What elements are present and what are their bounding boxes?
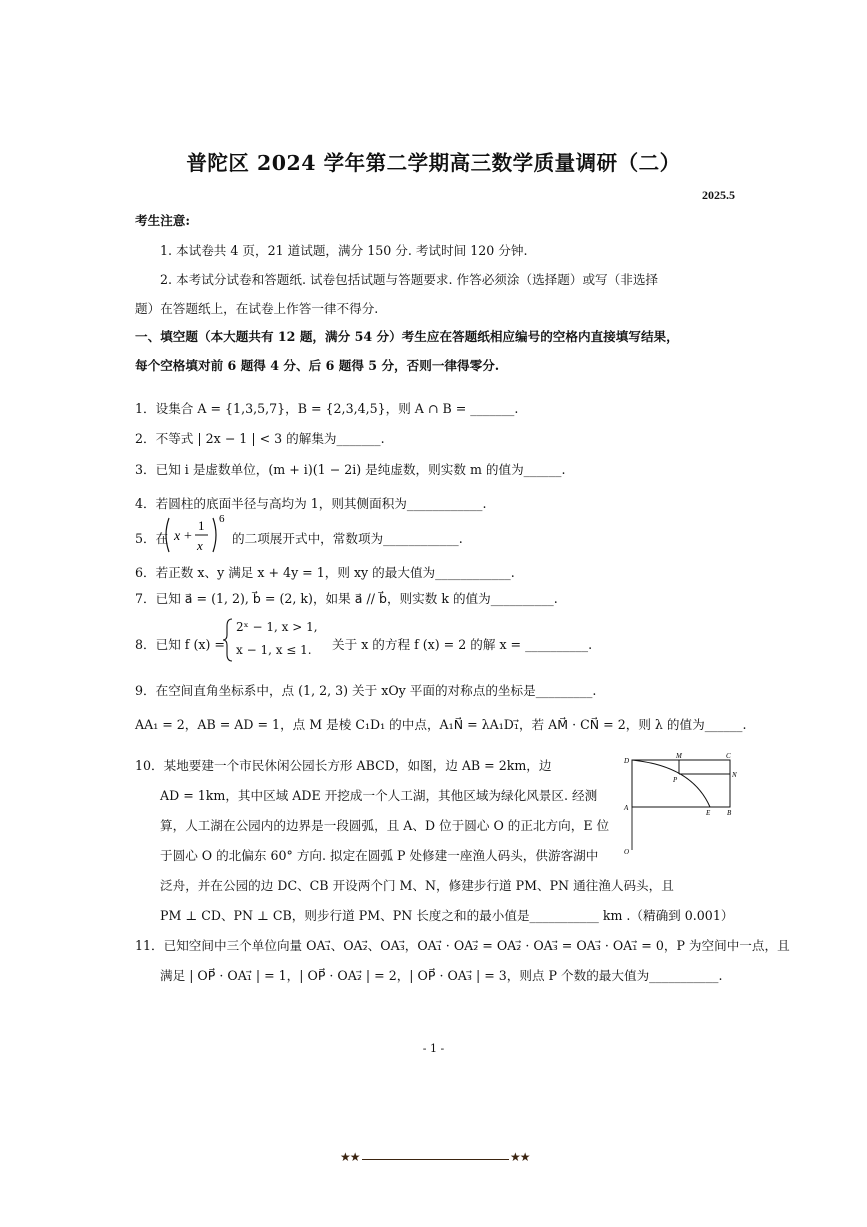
- question-10-line-5: 泛舟，并在公园的边 DC、CB 开设两个门 M、N，修建步行道 PM、PN 通往渔人码头，且: [160, 878, 674, 893]
- question-10-line-4: 于圆心 O 的北偏东 60° 方向. 拟定在圆弧 P 处修建一座渔人码头，供游客湖中: [160, 848, 599, 863]
- piecewise-brace: [222, 618, 234, 662]
- question-6: 6．若正数 x、y 满足 x + 4y = 1，则 xy 的最大值为____________.: [135, 565, 515, 580]
- question-8-case-1: 2ˣ − 1, x > 1,: [236, 620, 318, 634]
- notice-item-2-line-1: 2. 本考试分试卷和答题纸. 试卷包括试题与答题要求. 作答必须涂（选择题）或写（非选择: [160, 272, 659, 287]
- label-a: A: [624, 804, 629, 812]
- svg-text:x: x: [174, 529, 181, 544]
- question-8-suffix: 关于 x 的方程 f (x) = 2 的解 x = __________.: [332, 637, 593, 652]
- section-1-instructions-line-1: 一、填空题（本大题共有 12 题，满分 54 分）考生应在答题纸相应编号的空格内直接填写结果，: [135, 329, 679, 344]
- exam-date: 2025.5: [702, 188, 735, 202]
- question-8-prefix: 8．已知 f (x) =: [135, 637, 225, 652]
- question-5-suffix: 的二项展开式中，常数项为____________.: [232, 531, 463, 546]
- svg-text:+: +: [184, 529, 192, 544]
- question-5-prefix: 5．在: [135, 531, 169, 546]
- footer-stars-right: ★★: [510, 1150, 530, 1164]
- park-diagram: [622, 752, 740, 856]
- notice-item-2-line-2: 题）在答题纸上，在试卷上作答一律不得分.: [135, 301, 379, 316]
- park-rectangle: [632, 760, 730, 807]
- footer-divider: [362, 1159, 509, 1160]
- section-1-instructions-line-2: 每个空格填对前 6 题得 4 分、后 6 题得 5 分，否则一律得零分.: [135, 358, 500, 373]
- svg-text:x: x: [197, 538, 203, 553]
- label-d: D: [624, 757, 630, 765]
- page-number: - 1 -: [422, 1042, 445, 1055]
- question-8-case-2: x − 1, x ≤ 1.: [236, 643, 312, 657]
- footer-decoration: [340, 1152, 532, 1168]
- question-extra-cube: AA₁ = 2，AB = AD = 1，点 M 是棱 C₁D₁ 的中点，A₁N⃗ = λA₁D₁⃗，若 AM⃗ · CN⃗ = 2，则 λ 的值为______.: [135, 717, 747, 732]
- lake-arc: [632, 760, 710, 807]
- question-10-line-6: PM ⊥ CD、PN ⊥ CB，则步行道 PM、PN 长度之和的最小值是___________ km .（精确到 0.001）: [160, 908, 734, 923]
- svg-text:1: 1: [198, 518, 205, 533]
- label-o: O: [624, 848, 630, 856]
- label-p: P: [673, 776, 678, 784]
- binomial-expression: [164, 512, 230, 558]
- question-3: 3．已知 i 是虚数单位，(m + i)(1 − 2i) 是纯虚数，则实数 m 的值为______.: [135, 462, 566, 477]
- notice-heading: 考生注意:: [135, 213, 191, 228]
- question-9: 9．在空间直角坐标系中，点 (1, 2, 3) 关于 xOy 平面的对称点的坐标是_________.: [135, 683, 597, 698]
- question-4: 4．若圆柱的底面半径与高均为 1，则其侧面积为____________.: [135, 496, 487, 511]
- footer-stars-left: ★★: [340, 1150, 360, 1164]
- label-c: C: [726, 752, 731, 760]
- notice-item-1: 1. 本试卷共 4 页，21 道试题，满分 150 分. 考试时间 120 分钟.: [160, 243, 528, 258]
- question-11-line-2: 满足 | OP⃗ · OA₁⃗ | = 1，| OP⃗ · OA₂⃗ | = 2，| OP⃗ · OA₃⃗ | = 3，则点 P 个数的最大值为___________.: [160, 968, 723, 983]
- question-2: 2．不等式 | 2x − 1 | < 3 的解集为_______.: [135, 431, 385, 446]
- label-m: M: [676, 752, 682, 760]
- question-11-line-1: 11．已知空间中三个单位向量 OA₁⃗、OA₂⃗、OA₃⃗，OA₁⃗ · OA₂⃗ = OA₂⃗ · OA₃⃗ = OA₃⃗ · OA₁⃗ = 0，P 为空间中一点，且: [135, 938, 790, 953]
- label-n: N: [732, 771, 737, 779]
- question-10-line-3: 算，人工湖在公园内的边界是一段圆弧，且 A、D 位于圆心 O 的正北方向，E 位: [160, 818, 610, 833]
- svg-text:6: 6: [219, 513, 225, 525]
- question-10-line-2: AD = 1km，其中区域 ADE 开挖成一个人工湖，其他区域为绿化风景区. 经测: [160, 788, 598, 803]
- page-title: 普陀区 2024 学年第二学期高三数学质量调研（二）: [186, 151, 681, 175]
- question-1: 1．设集合 A = {1,3,5,7}，B = {2,3,4,5}，则 A ∩ B = _______.: [135, 401, 519, 416]
- question-10-line-1: 10．某地要建一个市民休闲公园长方形 ABCD，如图，边 AB = 2km，边: [135, 758, 552, 773]
- label-b: B: [727, 809, 732, 817]
- question-7: 7．已知 a⃗ = (1, 2), b⃗ = (2, k)，如果 a⃗ // b⃗，则实数 k 的值为__________.: [135, 591, 558, 606]
- label-e: E: [706, 809, 711, 817]
